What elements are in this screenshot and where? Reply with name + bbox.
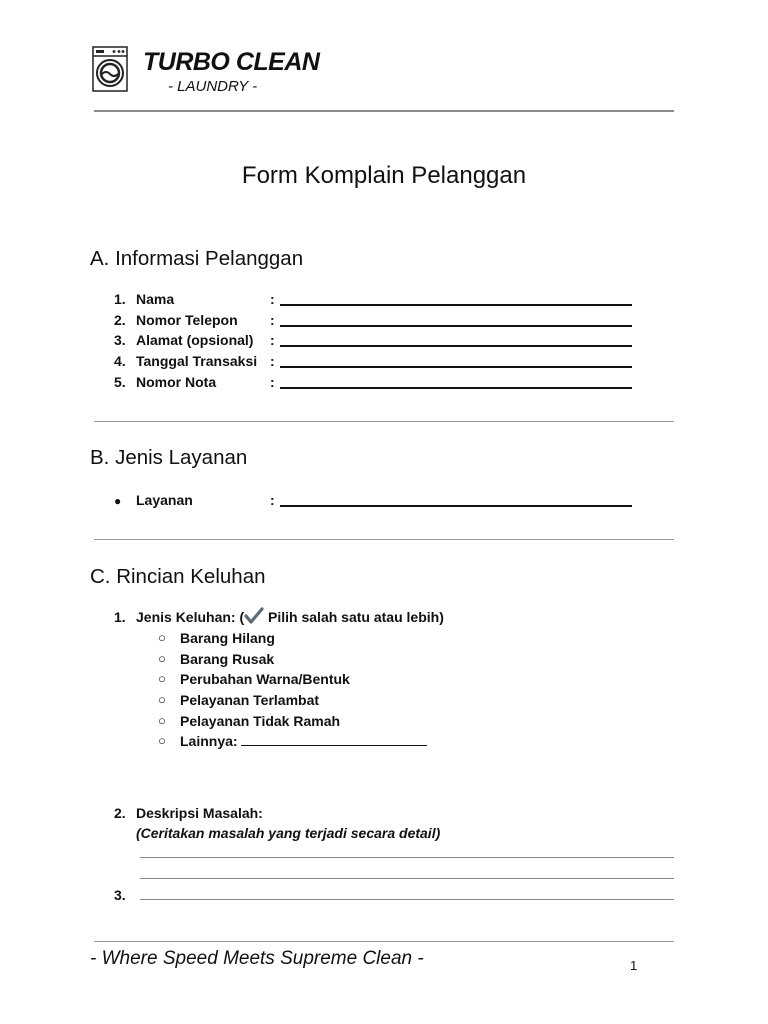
field-row-nama[interactable] [114, 289, 275, 309]
check-mark-icon [244, 607, 264, 630]
footer-divider [94, 941, 674, 942]
description-line[interactable] [140, 899, 674, 900]
footer-tagline: - Where Speed Meets Supreme Clean - [90, 948, 424, 969]
layanan-input-line[interactable] [280, 505, 632, 507]
field-label: Alamat (opsional) [136, 332, 254, 348]
field-row-tanggal-transaksi[interactable] [114, 351, 275, 371]
washing-machine-logo-icon [92, 46, 128, 92]
section-divider [94, 539, 674, 540]
field-colon: : [270, 332, 275, 348]
field-colon: : [270, 291, 275, 307]
field-number: 4. [114, 353, 126, 369]
question-number: 3. [114, 887, 126, 903]
field-row-nomor-telepon[interactable] [114, 310, 275, 330]
option-label: Perubahan Warna/Bentuk [180, 671, 350, 687]
section-c-heading: C. Rincian Keluhan [90, 565, 266, 588]
section-b-heading: B. Jenis Layanan [90, 446, 248, 469]
field-number: 5. [114, 374, 126, 390]
description-line[interactable] [140, 878, 674, 879]
field-row-nomor-nota[interactable] [114, 372, 275, 392]
field-label: Nama [136, 291, 175, 307]
field-colon: : [270, 353, 275, 369]
nomor-telepon-input-line[interactable] [280, 325, 632, 327]
field-number: 3. [114, 332, 126, 348]
radio-circle-icon[interactable]: ○ [158, 630, 166, 645]
radio-circle-icon[interactable]: ○ [158, 692, 166, 707]
field-colon: : [270, 492, 275, 508]
field-colon: : [270, 312, 275, 328]
field-number: 1. [114, 291, 126, 307]
radio-circle-icon[interactable]: ○ [158, 651, 166, 666]
radio-circle-icon[interactable]: ○ [158, 713, 166, 728]
jenis-keluhan-question [114, 607, 444, 627]
field-row-alamat[interactable] [114, 330, 275, 350]
option-label: Pelayanan Terlambat [180, 692, 320, 708]
field-label: Layanan [136, 492, 193, 508]
question-number: 2. [114, 805, 126, 821]
field-row-layanan[interactable] [114, 490, 275, 510]
field-label: Nomor Nota [136, 374, 217, 390]
radio-circle-icon[interactable]: ○ [158, 671, 166, 686]
question-label-prefix: Jenis Keluhan: ( [136, 609, 245, 625]
question-number: 1. [114, 609, 126, 625]
question-label-suffix: Pilih salah satu atau lebih) [264, 609, 444, 625]
header-divider [94, 110, 674, 112]
section-divider [94, 421, 674, 422]
radio-circle-icon[interactable]: ○ [158, 733, 166, 748]
description-line[interactable] [140, 857, 674, 858]
lainnya-input-line[interactable] [241, 731, 427, 746]
question-label: Deskripsi Masalah: [136, 805, 263, 821]
brand-subtitle: - LAUNDRY - [168, 78, 258, 95]
deskripsi-question [114, 803, 263, 823]
field-number: 2. [114, 312, 126, 328]
field-colon: : [270, 374, 275, 390]
field-label: Nomor Telepon [136, 312, 238, 328]
alamat-input-line[interactable] [280, 345, 632, 347]
option-label: Pelayanan Tidak Ramah [180, 713, 341, 729]
option-label: Lainnya: [180, 733, 238, 749]
option-label: Barang Hilang [180, 630, 275, 646]
hint-text: (Ceritakan masalah yang terjadi secara detail) [136, 825, 441, 841]
section-a-heading: A. Informasi Pelanggan [90, 247, 304, 270]
page-number: 1 [630, 958, 638, 973]
nomor-nota-input-line[interactable] [280, 387, 632, 389]
page-title: Form Komplain Pelanggan [241, 162, 527, 189]
brand-name: TURBO CLEAN [143, 48, 320, 76]
tanggal-transaksi-input-line[interactable] [280, 366, 632, 368]
field-label: Tanggal Transaksi [136, 353, 258, 369]
bullet-icon: ● [114, 494, 122, 508]
nama-input-line[interactable] [280, 304, 632, 306]
question-3-row [114, 885, 136, 905]
option-label: Barang Rusak [180, 651, 275, 667]
